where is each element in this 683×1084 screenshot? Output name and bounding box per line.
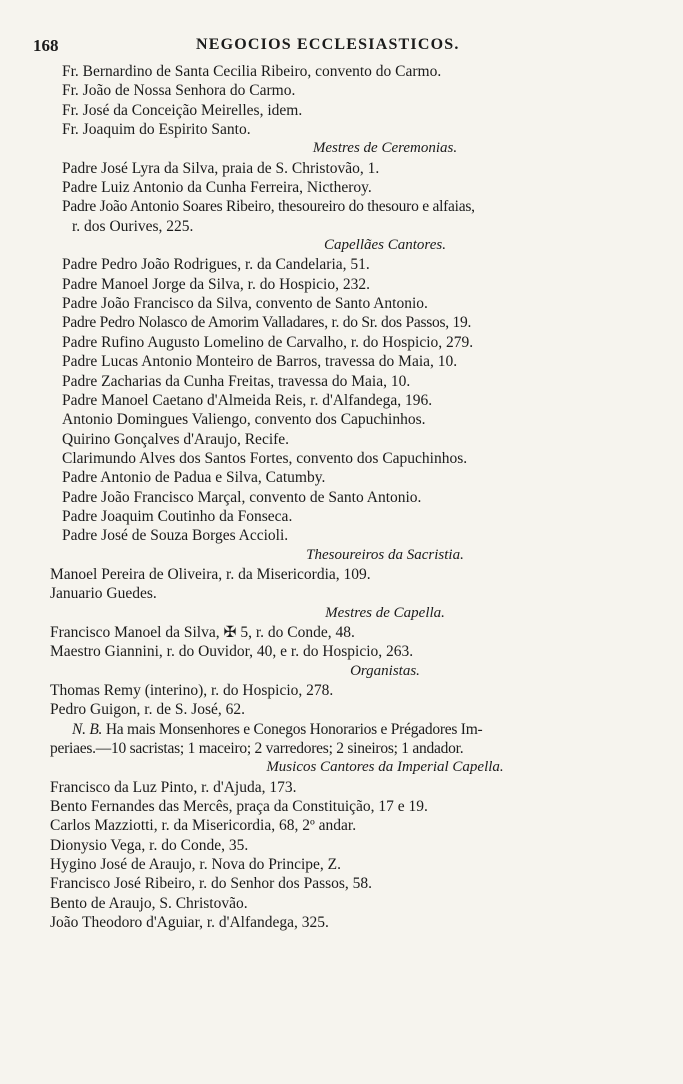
entry-line: Pedro Guigon, r. de S. José, 62.: [50, 701, 246, 719]
section-heading: Mestres de Ceremonias.: [312, 140, 458, 157]
entry-line: João Theodoro d'Aguiar, r. d'Alfandega, 325.: [50, 914, 329, 932]
entry-line: Francisco da Luz Pinto, r. d'Ajuda, 173.: [50, 778, 297, 796]
entry-line: Carlos Mazziotti, r. da Misericordia, 68, 2º andar.: [50, 817, 357, 835]
nota-line: periaes.—10 sacristas; 1 maceiro; 2 varredores; 2 sineiros; 1 andador.: [50, 740, 464, 758]
entry-line: Padre Pedro João Rodrigues, r. da Candelaria, 51.: [62, 256, 370, 274]
nota-line: [50, 720, 650, 739]
entry-line: r. dos Ourives, 225.: [72, 217, 194, 235]
entry-line: Quirino Gonçalves d'Araujo, Recife.: [62, 430, 290, 448]
entry-line: Padre Antonio de Padua e Silva, Catumby.: [62, 469, 326, 487]
entry-line: Padre Zacharias da Cunha Freitas, travessa do Maia, 10.: [62, 372, 411, 390]
entry-line: Bento de Araujo, S. Christovão.: [50, 894, 248, 912]
entry-line: Fr. Joaquim do Espirito Santo.: [62, 121, 251, 139]
nota-text: Ha mais Monsenhores e Conegos Honorarios e Prégadores Im-: [105, 720, 483, 738]
entry-line: Hygino José de Araujo, r. Nova do Principe, Z.: [50, 856, 342, 874]
section-heading: Capellães Cantores.: [324, 237, 446, 254]
entry-line: Maestro Giannini, r. do Ouvidor, 40, e r. do Hospicio, 263.: [50, 643, 414, 661]
nota-label: N. B.: [72, 720, 103, 738]
entry-line: Januario Guedes.: [50, 585, 157, 603]
entry-line: Antonio Domingues Valiengo, convento dos Capuchinhos.: [62, 411, 426, 429]
entry-line: Padre Luiz Antonio da Cunha Ferreira, Nictheroy.: [62, 179, 372, 197]
entry-line: Padre Joaquim Coutinho da Fonseca.: [62, 507, 293, 525]
running-title: NEGOCIOS ECCLESIASTICOS.: [196, 36, 460, 53]
entry-line: Thomas Remy (interino), r. do Hospicio, 278.: [50, 682, 334, 699]
entry-line: Padre José Lyra da Silva, praia de S. Christovão, 1.: [62, 159, 380, 177]
entry-line: Francisco Manoel da Silva, ✠ 5, r. do Conde, 48.: [50, 623, 355, 641]
entry-line: Padre Manoel Jorge da Silva, r. do Hospicio, 232.: [62, 275, 370, 293]
entry-line: Manoel Pereira de Oliveira, r. da Misericordia, 109.: [50, 565, 371, 583]
entry-line: Clarimundo Alves dos Santos Fortes, convento dos Capuchinhos.: [62, 449, 468, 467]
section-heading: Organistas.: [350, 662, 420, 679]
entry-line: Padre João Francisco Marçal, convento de Santo Antonio.: [62, 488, 422, 506]
entry-line: Padre Rufino Augusto Lomelino de Carvalho, r. do Hospicio, 279.: [62, 333, 474, 351]
section-heading: Mestres de Capella.: [325, 604, 445, 621]
entry-line: Padre Manoel Caetano d'Almeida Reis, r. d'Alfandega, 196.: [62, 391, 433, 409]
page-number: 168: [33, 36, 59, 55]
page-header: [28, 36, 658, 58]
entry-line: Fr. José da Conceição Meirelles, idem.: [62, 101, 303, 119]
entry-line: Padre João Antonio Soares Ribeiro, thesoureiro do thesouro e alfaias,: [62, 198, 475, 216]
section-heading: Thesoureiros da Sacristia.: [306, 546, 464, 563]
page-body: [50, 62, 650, 932]
entry-line: Fr. Bernardino de Santa Cecilia Ribeiro, convento do Carmo.: [62, 63, 442, 80]
entry-line: Dionysio Vega, r. do Conde, 35.: [50, 836, 249, 854]
entry-line: Fr. João de Nossa Senhora do Carmo.: [62, 82, 296, 100]
entry-line: Bento Fernandes das Mercês, praça da Constituição, 17 e 19.: [50, 798, 428, 816]
entry-line: Padre João Francisco da Silva, convento de Santo Antonio.: [62, 295, 428, 313]
entry-line: Padre Pedro Nolasco de Amorim Valladares, r. do Sr. dos Passos, 19.: [62, 314, 472, 332]
entry-line: Padre José de Souza Borges Accioli.: [62, 527, 289, 545]
entry-line: Padre Lucas Antonio Monteiro de Barros, travessa do Maia, 10.: [62, 353, 458, 371]
section-heading: Musicos Cantores da Imperial Capella.: [266, 759, 504, 776]
entry-line: Francisco José Ribeiro, r. do Senhor dos Passos, 58.: [50, 875, 373, 893]
